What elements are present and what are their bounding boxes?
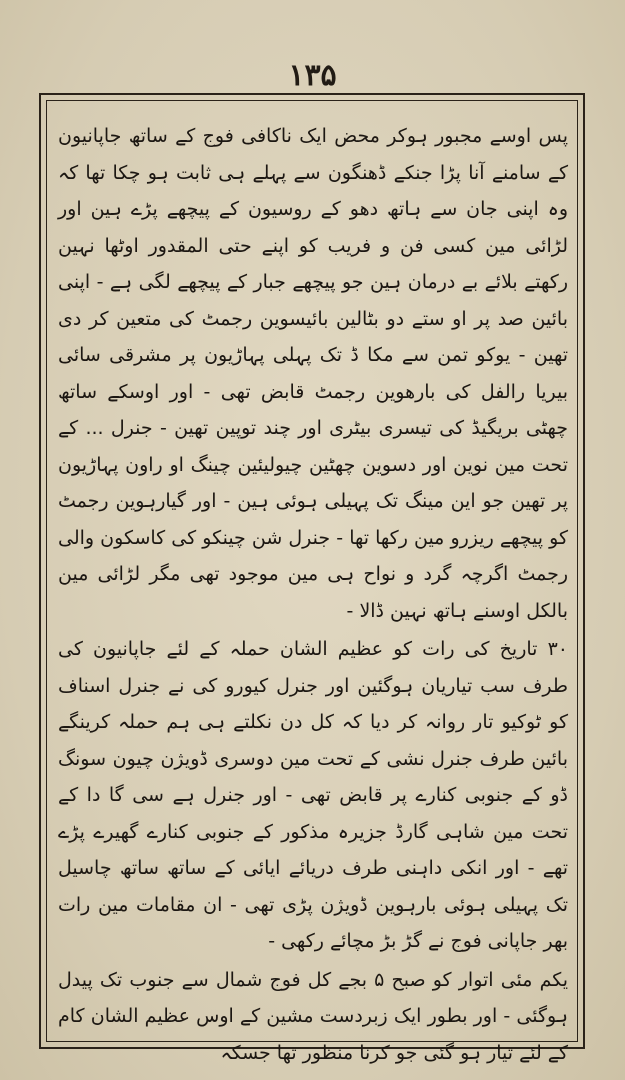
paragraph-1: پس اوسے مجبور ہوکر محض ایک ناکافی فوج کے ساتھ جاپانیون کے سامنے آنا پڑا جنکے ڈھنگون سے پہلے ہی ثابت ہو چکا تھا کہ وہ اپنی جان سے ہاتھ دھو کے روسیون کے پیچھے پڑے ہین اور لڑائی مین کسی فن و فریب کو اپنے حتی المقدور اوٹھا نہین رکھتے بلائے بے درمان ہین جو پیچھے جبار کے پیچھے لگی ہے - اپنی بائین صد پر او ستے دو بٹالین بائیسوین رجمٹ کی متعین کر دی تھین - یوکو تمن سے مکا ڈ تک پہلی پہاڑیون پر مشرقی سائی بیریا رالفل کی بارھوین رجمٹ قابض تھی - اور اوسکے ساتھ چھٹی بریگیڈ کی تیسری بیٹری اور چند توپین تھین - جنرل ... کے تحت مین نوین اور دسوین چھٹین چیولیئین چینگ او راون پہاڑیون پر تھین جو این مینگ تک پہیلی ہوئی ہین - اور گیارہوین رجمٹ کو پیچھے ریزرو مین رکھا تھا - جنرل شن چینکو کی کاسکون والی رجمٹ اگرچہ گرد و نواح ہی مین موجود تھی مگر لڑائی مین بالکل اوسنے ہاتھ نہین ڈالا -: [58, 125, 568, 622]
paragraph-2: ۳۰ تاریخ کی رات کو عظیم الشان حملہ کے لئے جاپانیون کی طرف سب تیاریان ہوگئین اور جنرل کیورو کی نے جنرل اسناف کو ٹوکیو تار روانہ کر دیا کہ کل دن نکلتے ہی ہم حملہ کرینگے بائین طرف جنرل نشی کے تحت مین دوسری ڈویژن چیون سونگ ڈو کے جنوبی کنارے پر قابض تھی - اور جنرل ہے سی گا دا کے تحت مین شاہی گارڈ جزیرہ مذکور کے جنوبی کنارے گھیرے پڑے تھے - اور انکی داہنی طرف دریائے ایائی کے ساتھ ساتھ چاسیل تک پہیلی ہوئی بارہوین ڈویژن پڑی تھی - ان مقامات مین رات بھر جاپانی فوج نے گڑ بڑ مچائے رکھی -: [58, 638, 568, 952]
paragraph-3: یکم مئی اتوار کو صبح ۵ بجے کل فوج شمال سے جنوب تک پیدل ہوگئی - اور بطور ایک زبردست مشین کے اوس عظیم الشان کام کے لئے تیار ہو گئی جو کرنا منظور تھا جسکہ: [58, 968, 568, 1064]
body-text: [58, 118, 568, 1064]
page-number: ۱۳۵: [288, 58, 337, 93]
